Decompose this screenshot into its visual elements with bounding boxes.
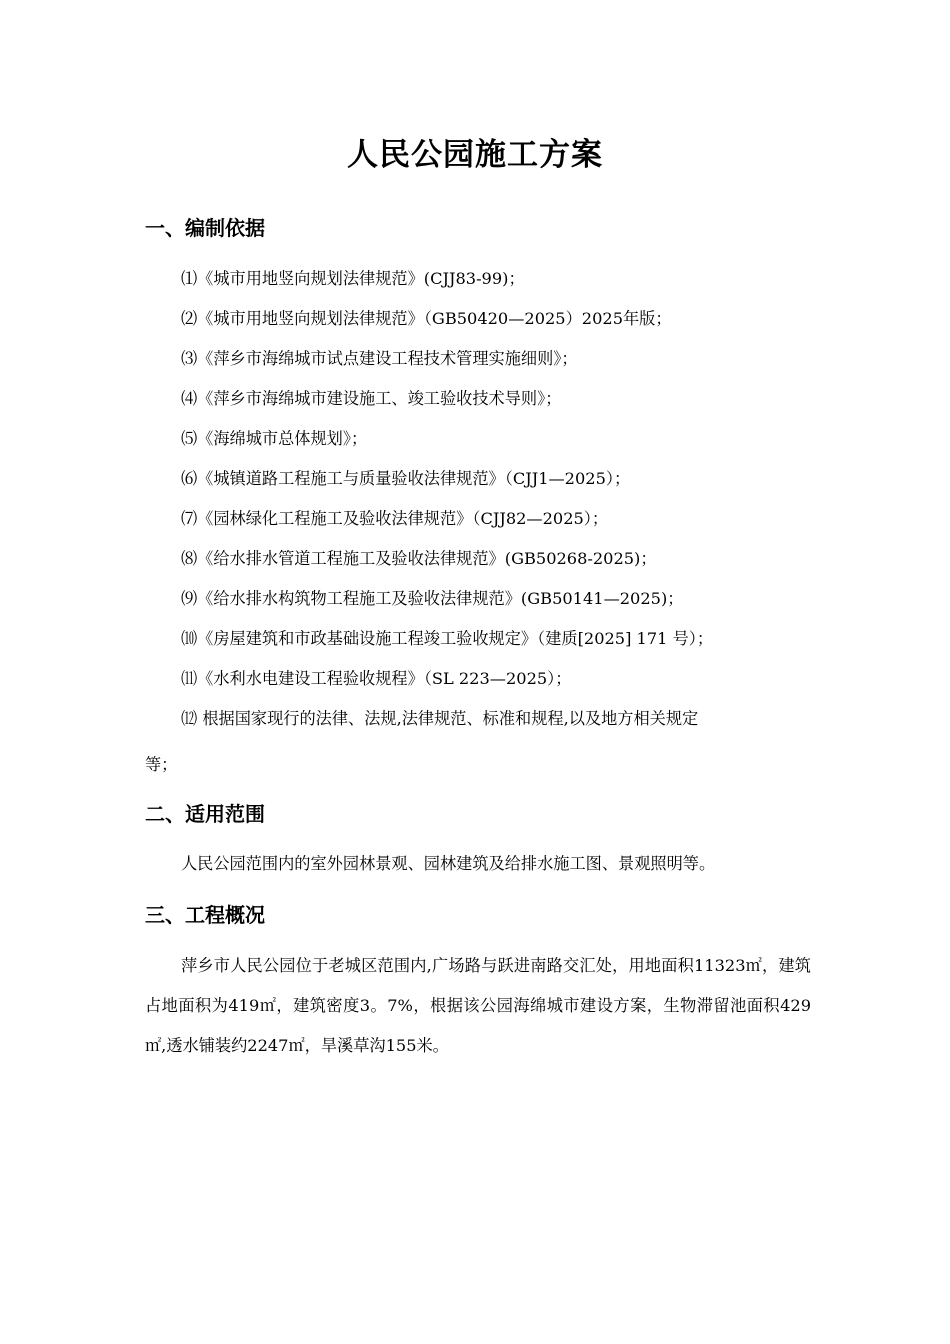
section-heading-overview: 三、工程概况 — [145, 903, 265, 927]
basis-item-7: ⑺《园林绿化工程施工及验收法律规范》（CJJ82—2025）； — [181, 509, 609, 528]
basis-item-10: ⑽《房屋建筑和市政基础设施工程竣工验收规定》（建质[2025] 171 号）； — [181, 629, 714, 648]
basis-item-5: ⑸《海绵城市总体规划》； — [181, 429, 368, 448]
basis-item-2: ⑵《城市用地竖向规划法律规范》（GB50420—2025）2025年版； — [181, 309, 672, 328]
basis-item-1: ⑴《城市用地竖向规划法律规范》(CJJ83-99)； — [181, 269, 525, 288]
basis-item-12-continued: 等； — [145, 755, 178, 774]
section-heading-basis: 一、编制依据 — [145, 216, 265, 240]
section-heading-scope: 二、适用范围 — [145, 802, 265, 826]
basis-item-6: ⑹《城镇道路工程施工与质量验收法律规范》（CJJ1—2025）； — [181, 469, 631, 488]
overview-paragraph: 萍乡市人民公园位于老城区范围内,广场路与跃进南路交汇处，用地面积11323㎡，建筑占地面积为419㎡，建筑密度3。7%，根据该公园海绵城市建设方案，生物滞留池面积429㎡,透水铺装约2247㎡，旱溪草沟155米。 — [145, 956, 811, 1055]
basis-item-9: ⑼《给水排水构筑物工程施工及验收法律规范》(GB50141—2025)； — [181, 589, 684, 608]
basis-item-11: ⑾《水利水电建设工程验收规程》（SL 223—2025）； — [181, 669, 572, 688]
basis-item-12: ⑿ 根据国家现行的法律、法规,法律规范、标准和规程,以及地方相关规定 — [181, 709, 699, 728]
scope-paragraph: 人民公园范围内的室外园林景观、园林建筑及给排水施工图、景观照明等。 — [181, 854, 716, 873]
basis-item-3: ⑶《萍乡市海绵城市试点建设工程技术管理实施细则》； — [181, 349, 578, 368]
basis-item-4: ⑷《萍乡市海绵城市建设施工、竣工验收技术导则》； — [181, 389, 562, 408]
document-title: 人民公园施工方案 — [347, 137, 603, 173]
basis-item-8: ⑻《给水排水管道工程施工及验收法律规范》(GB50268-2025)； — [181, 549, 657, 568]
